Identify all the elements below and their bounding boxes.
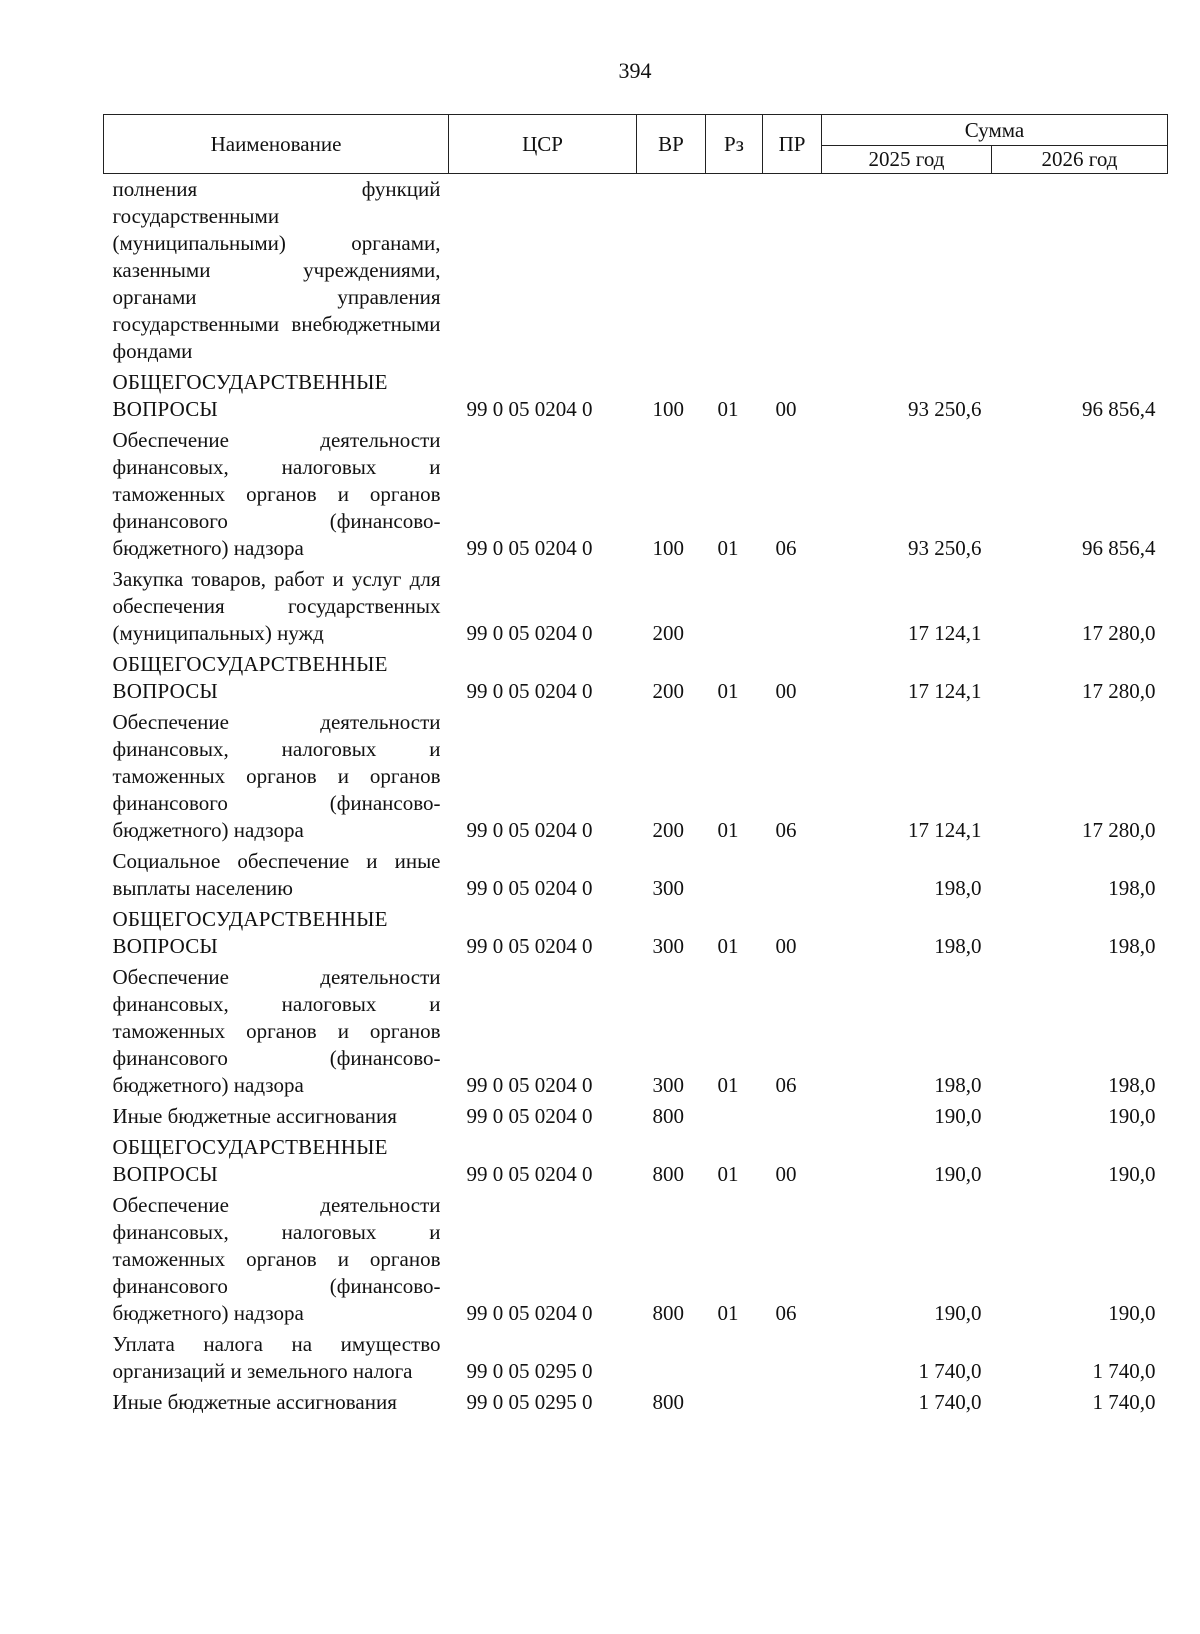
row-csr-cell: 99 0 05 0204 0 <box>466 536 593 560</box>
row-name-cell: ОБЩЕГОСУДАРСТВЕННЫЕ ВОПРОСЫ <box>112 652 388 703</box>
table-row <box>104 651 1168 709</box>
header-csr: ЦСР <box>449 115 637 174</box>
row-vr-cell: 800 <box>652 1390 684 1414</box>
row-vr-cell: 800 <box>652 1301 684 1325</box>
row-vr-cell: 200 <box>652 818 684 842</box>
row-amount-2025-cell: 17 124,1 <box>908 679 982 703</box>
row-amount-2025-cell: 1 740,0 <box>918 1359 982 1383</box>
row-rz-cell: 01 <box>717 1073 739 1097</box>
row-name-cell: Иные бюджетные ассигнования <box>112 1390 397 1414</box>
table-row <box>104 848 1168 906</box>
row-pr-cell <box>763 848 822 906</box>
row-amount-2025-cell: 17 124,1 <box>908 621 982 645</box>
row-name-cell: Обеспечение деятельности финансовых, налоговых и таможенных органов и органов финансового (финансово-бюджетного) надзора <box>112 428 441 560</box>
row-vr-cell: 800 <box>652 1104 684 1128</box>
header-pr: ПР <box>763 115 822 174</box>
row-pr-cell <box>763 1331 822 1389</box>
row-rz-cell: 01 <box>717 1301 739 1325</box>
row-csr-cell: 99 0 05 0204 0 <box>466 621 593 645</box>
row-name-cell: Уплата налога на имущество организаций и земельного налога <box>112 1332 441 1383</box>
row-rz-cell <box>706 1103 763 1134</box>
row-amount-2025-cell: 1 740,0 <box>918 1390 982 1414</box>
row-name-cell: Иные бюджетные ассигнования <box>112 1104 397 1128</box>
row-rz-cell: 01 <box>717 818 739 842</box>
row-csr-cell: 99 0 05 0204 0 <box>466 934 593 958</box>
row-csr-cell: 99 0 05 0204 0 <box>466 818 593 842</box>
row-name-cell: Обеспечение деятельности финансовых, налоговых и таможенных органов и органов финансового (финансово-бюджетного) надзора <box>112 1193 441 1325</box>
row-amount-2025-cell: 198,0 <box>934 934 982 958</box>
table-row <box>104 566 1168 651</box>
row-vr-cell: 300 <box>652 934 684 958</box>
row-vr-cell <box>637 174 706 370</box>
row-amount-2025-cell: 190,0 <box>934 1162 982 1186</box>
header-name: Наименование <box>104 115 449 174</box>
header-vr: ВР <box>637 115 706 174</box>
row-amount-2026-cell: 190,0 <box>1108 1301 1156 1325</box>
table-row <box>104 1192 1168 1331</box>
row-name-cell: Социальное обеспечение и иные выплаты населению <box>112 849 441 900</box>
header-sum: Сумма <box>822 115 1168 146</box>
row-pr-cell <box>763 566 822 651</box>
row-rz-cell <box>706 1389 763 1420</box>
row-rz-cell: 01 <box>717 679 739 703</box>
row-csr-cell: 99 0 05 0204 0 <box>466 679 593 703</box>
row-amount-2025-cell: 93 250,6 <box>908 397 982 421</box>
row-pr-cell <box>763 1103 822 1134</box>
table-row <box>104 1389 1168 1420</box>
row-name-cell: Закупка товаров, работ и услуг для обеспечения государственных (муниципальных) нужд <box>112 567 441 645</box>
header-rz: Рз <box>706 115 763 174</box>
row-amount-2026-cell: 17 280,0 <box>1082 818 1156 842</box>
header-year-2025: 2025 год <box>822 146 992 174</box>
table-row <box>104 369 1168 427</box>
row-vr-cell: 200 <box>652 679 684 703</box>
table-row <box>104 906 1168 964</box>
row-csr-cell: 99 0 05 0295 0 <box>466 1390 593 1414</box>
table-row <box>104 1134 1168 1192</box>
row-rz-cell <box>706 174 763 370</box>
table-row <box>104 1331 1168 1389</box>
row-amount-2025-cell: 198,0 <box>934 1073 982 1097</box>
table-body <box>104 174 1168 1421</box>
budget-table <box>103 114 1168 1420</box>
table-header <box>104 115 1168 174</box>
row-vr-cell: 200 <box>652 621 684 645</box>
row-csr-cell: 99 0 05 0204 0 <box>466 1301 593 1325</box>
row-name-cell: Обеспечение деятельности финансовых, налоговых и таможенных органов и органов финансового (финансово-бюджетного) надзора <box>112 965 441 1097</box>
row-vr-cell: 100 <box>652 397 684 421</box>
row-amount-2026-cell: 96 856,4 <box>1082 397 1156 421</box>
row-amount-2025-cell <box>822 174 992 370</box>
row-vr-cell: 800 <box>652 1162 684 1186</box>
row-name-cell: Обеспечение деятельности финансовых, налоговых и таможенных органов и органов финансового (финансово-бюджетного) надзора <box>112 710 441 842</box>
row-pr-cell <box>763 1389 822 1420</box>
row-vr-cell <box>637 1331 706 1389</box>
table-row <box>104 427 1168 566</box>
row-amount-2026-cell: 190,0 <box>1108 1162 1156 1186</box>
row-pr-cell: 00 <box>775 1162 797 1186</box>
table-row <box>104 174 1168 370</box>
row-amount-2026-cell: 198,0 <box>1108 934 1156 958</box>
row-csr-cell <box>449 174 637 370</box>
row-csr-cell: 99 0 05 0204 0 <box>466 1073 593 1097</box>
row-csr-cell: 99 0 05 0295 0 <box>466 1359 593 1383</box>
row-rz-cell: 01 <box>717 934 739 958</box>
row-pr-cell: 00 <box>775 397 797 421</box>
row-amount-2025-cell: 190,0 <box>934 1104 982 1128</box>
header-year-2026: 2026 год <box>992 146 1168 174</box>
row-pr-cell: 06 <box>775 1301 797 1325</box>
row-csr-cell: 99 0 05 0204 0 <box>466 876 593 900</box>
row-rz-cell: 01 <box>717 397 739 421</box>
row-csr-cell: 99 0 05 0204 0 <box>466 1162 593 1186</box>
row-vr-cell: 300 <box>652 876 684 900</box>
row-amount-2025-cell: 198,0 <box>934 876 982 900</box>
row-rz-cell <box>706 566 763 651</box>
row-rz-cell <box>706 1331 763 1389</box>
row-amount-2025-cell: 17 124,1 <box>908 818 982 842</box>
row-rz-cell <box>706 848 763 906</box>
row-pr-cell: 00 <box>775 679 797 703</box>
row-pr-cell <box>763 174 822 370</box>
row-pr-cell: 06 <box>775 818 797 842</box>
page-number: 394 <box>618 58 652 83</box>
row-rz-cell: 01 <box>717 1162 739 1186</box>
row-amount-2026-cell: 190,0 <box>1108 1104 1156 1128</box>
table-row <box>104 709 1168 848</box>
row-amount-2026-cell: 17 280,0 <box>1082 621 1156 645</box>
row-pr-cell: 06 <box>775 536 797 560</box>
row-pr-cell: 00 <box>775 934 797 958</box>
row-amount-2026-cell: 96 856,4 <box>1082 536 1156 560</box>
row-amount-2025-cell: 93 250,6 <box>908 536 982 560</box>
row-csr-cell: 99 0 05 0204 0 <box>466 397 593 421</box>
table-row <box>104 964 1168 1103</box>
row-amount-2026-cell: 198,0 <box>1108 1073 1156 1097</box>
row-amount-2026-cell: 17 280,0 <box>1082 679 1156 703</box>
row-name-cell: полнения функций государственными (муниципальными) органами, казенными учреждениями, органами управления государственными внебюджетными фондами <box>112 177 441 363</box>
row-name-cell: ОБЩЕГОСУДАРСТВЕННЫЕ ВОПРОСЫ <box>112 1135 388 1186</box>
row-amount-2025-cell: 190,0 <box>934 1301 982 1325</box>
row-pr-cell: 06 <box>775 1073 797 1097</box>
row-name-cell: ОБЩЕГОСУДАРСТВЕННЫЕ ВОПРОСЫ <box>112 370 388 421</box>
row-rz-cell: 01 <box>717 536 739 560</box>
row-amount-2026-cell <box>992 174 1168 370</box>
row-amount-2026-cell: 1 740,0 <box>1092 1390 1156 1414</box>
row-amount-2026-cell: 1 740,0 <box>1092 1359 1156 1383</box>
row-name-cell: ОБЩЕГОСУДАРСТВЕННЫЕ ВОПРОСЫ <box>112 907 388 958</box>
row-vr-cell: 100 <box>652 536 684 560</box>
table-row <box>104 1103 1168 1134</box>
row-csr-cell: 99 0 05 0204 0 <box>466 1104 593 1128</box>
row-vr-cell: 300 <box>652 1073 684 1097</box>
row-amount-2026-cell: 198,0 <box>1108 876 1156 900</box>
